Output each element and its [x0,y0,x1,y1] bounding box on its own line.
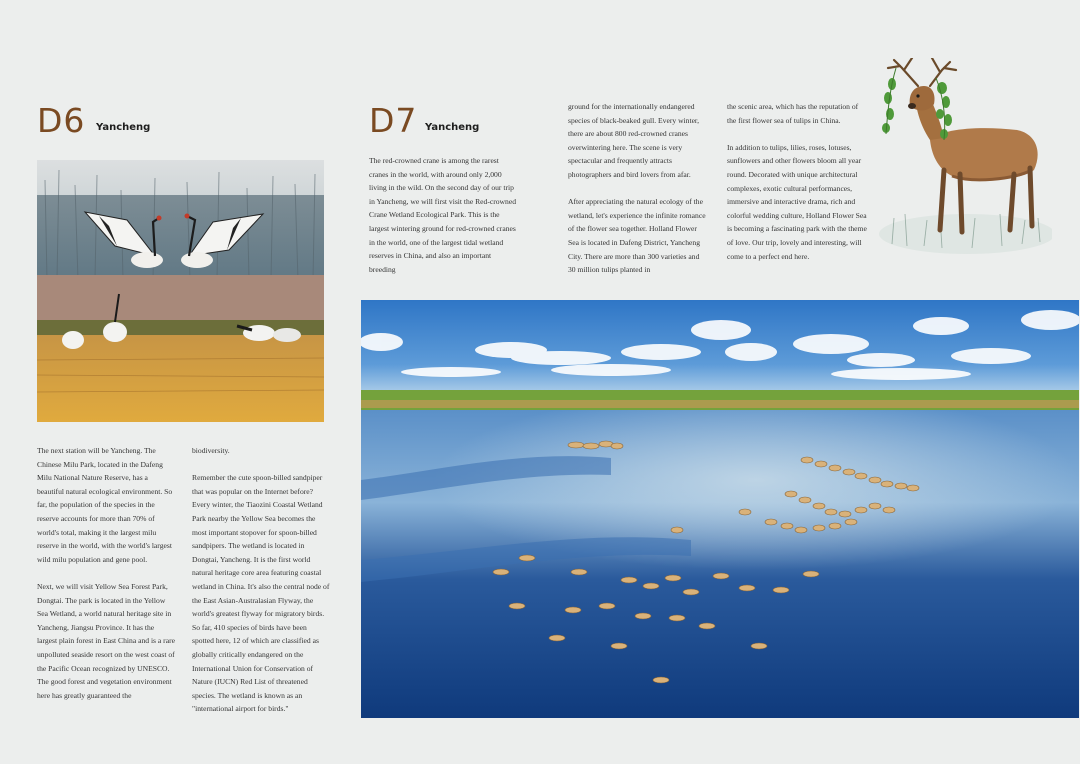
deer-photo [872,58,1052,260]
paragraph: After appreciating the natural ecology of the wetland, let's experience the infinite romance of the flower sea together. Holland Flower Sea is located in Dafeng District, Yancheng City. There are more than 300 varieties and 30 million tulips planted in [568,197,706,275]
paragraph: ground for the internationally endangered species of black-beaked gull. Every winter, there are about 800 red-crowned cranes overwintering here. The scene is very spectacular and frequently attracts photographers and bird lovers from afar. [568,102,700,179]
wetland-deer-photo [361,300,1079,718]
paragraph: Next, we will visit Yellow Sea Forest Park, Dongtai. The park is located in the Yellow Sea Wetland, a world natural heritage site in Yancheng, Jiangsu Province. It has the largest plain forest in East China and is a rare unpolluted seaside resort on the west coast of the Pacific Ocean recognized by UNESCO. The good forest and vegetation environment here has greatly guaranteed the [37,581,175,700]
paragraph: the scenic area, which has the reputation of the first flower sea of tulips in China. [727,102,859,125]
d6-text-column-1 [37,444,175,702]
paragraph: In addition to tulips, lilies, roses, lotuses, sunflowers and other flowers bloom all year round. Decorated with unique architectural complexes, exotic cultural performances, immersive and interactive drama, rich and colorful wedding culture, Holland Flower Sea is becoming a fascinating park with the theme of love. Our trip, lovely and interesting, will come to a perfect end here. [727,142,867,261]
d7-place-name: Yancheng [425,122,480,133]
d7-text-column-3 [727,100,867,263]
d7-text-column-2 [568,100,708,277]
d6-day-number: D6 [37,101,86,140]
cranes-photo [37,160,324,422]
d6-place-name: Yancheng [96,122,151,133]
paragraph: Remember the cute spoon-billed sandpiper that was popular on the Internet before? Every winter, the Tiaozini Coastal Wetland Park nearby the Yellow Sea becomes the most important stopover for spoon-billed sandpipers. The wetland is located in Dongtai, Yancheng. It is the first world natural heritage core area featuring coastal wetland in China. It's also the central node of the East Asian-Australasian Flyway, the world's greatest flyway for migratory birds. So far, 410 species of birds have been spotted here, 12 of which are classified as globally critically endangered on the International Union for Conservation of Nature (IUCN) Red List of threatened species. The wetland is known as an "international airport for birds." [192,473,330,714]
paragraph: The next station will be Yancheng. The Chinese Milu Park, located in the Dafeng Milu National Nature Reserve, has a beautiful natural ecological environment. So far, the population of the species in the reserve accounts for more than 70% of world's total, making it the largest milu reserve in the world, with the world's largest wild milu population and gene pool. [37,446,173,564]
d7-day-number: D7 [369,101,418,140]
d6-text-column-2 [192,444,330,716]
d7-text-column-1 [369,154,519,276]
paragraph: The red-crowned crane is among the rarest cranes in the world, with around only 2,000 living in the wild. On the second day of our trip in Yancheng, we will first visit the Red-crowned Crane Wetland Ecological Park. This is the largest wintering ground for red-crowned cranes in the world, one of the largest tidal wetland reserves in China, and also an important breeding [369,156,516,274]
paragraph: biodiversity. [192,446,230,455]
